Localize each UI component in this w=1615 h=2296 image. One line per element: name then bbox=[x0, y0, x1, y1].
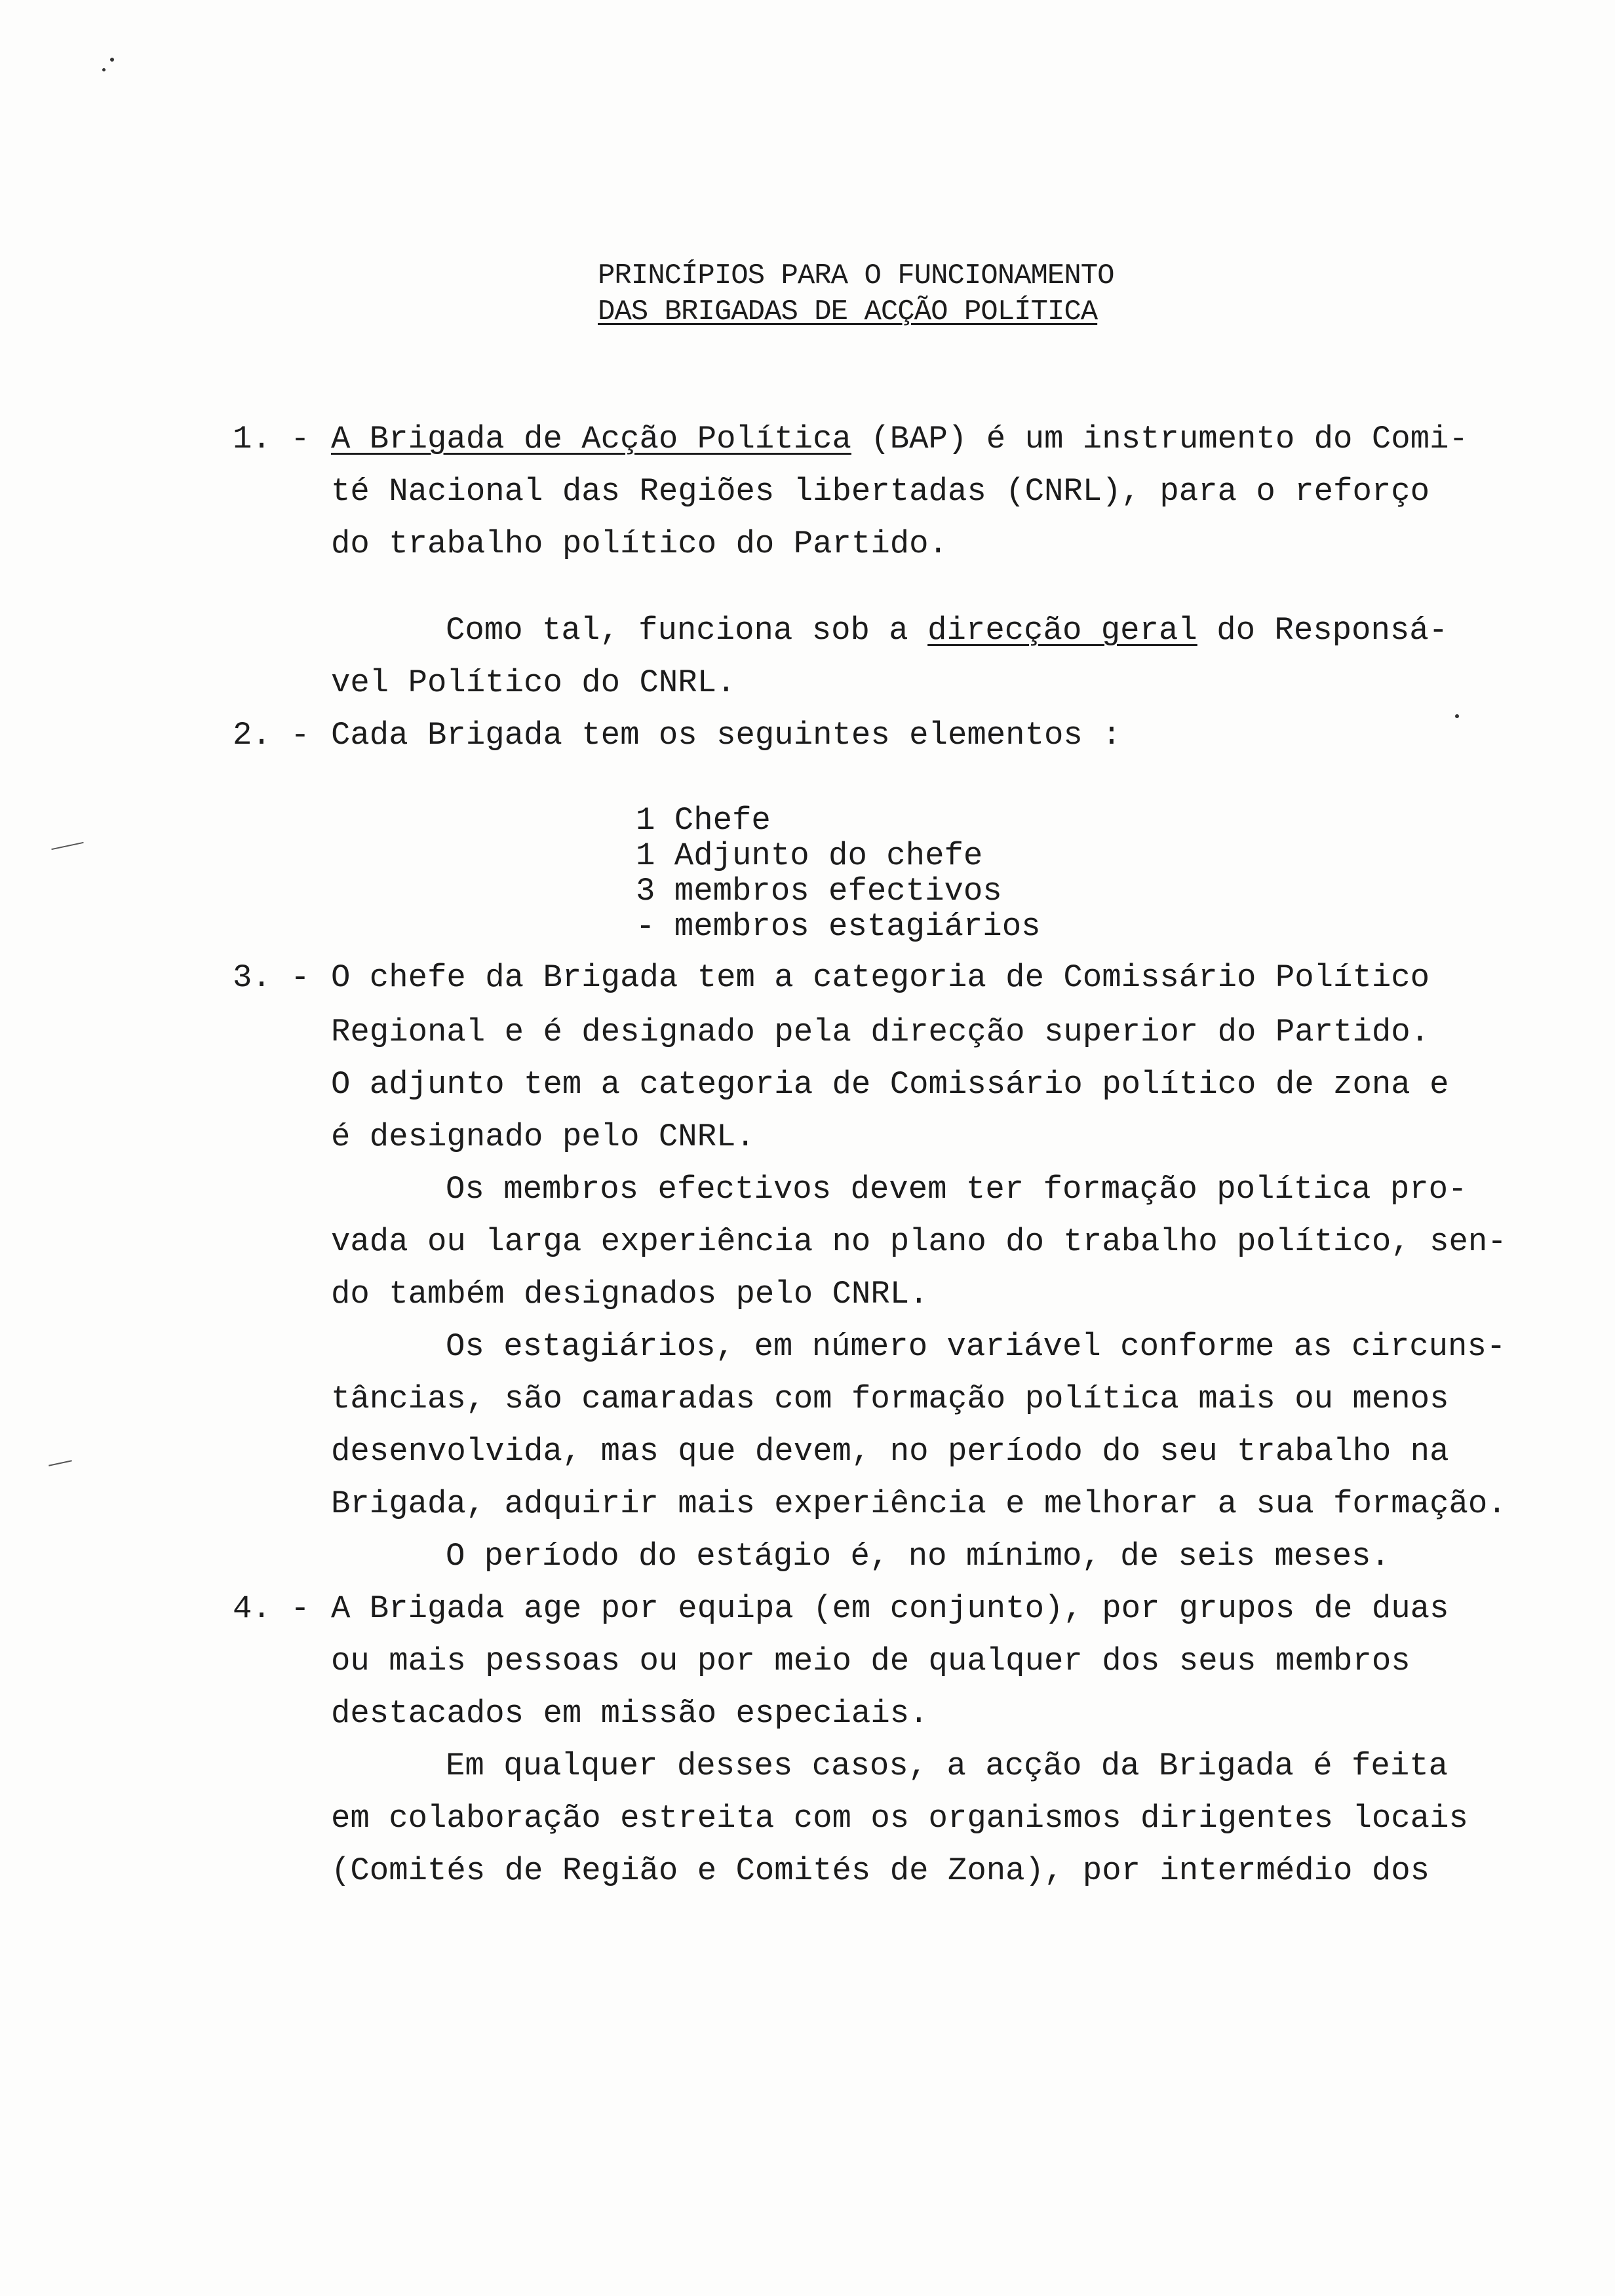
section-3-line: Os membros efectivos devem ter formação política pro- bbox=[446, 1171, 1468, 1208]
document-title-line-2: DAS BRIGADAS DE ACÇÃO POLÍTICA bbox=[598, 296, 1098, 328]
section-3-line: Os estagiários, em número variável conforme as circuns- bbox=[446, 1328, 1506, 1365]
element-list-item: 1 Adjunto do chefe bbox=[636, 837, 983, 874]
ink-speck bbox=[110, 58, 114, 62]
margin-mark bbox=[49, 1460, 72, 1466]
section-number-2: 2. - bbox=[233, 717, 310, 754]
document-title-line-1: PRINCÍPIOS PARA O FUNCIONAMENTO bbox=[598, 259, 1114, 292]
section-1-line-1 bbox=[331, 419, 1468, 459]
section-3-line: é designado pelo CNRL. bbox=[331, 1119, 755, 1155]
element-list-item: 1 Chefe bbox=[636, 802, 771, 839]
brigade-name-underlined: A Brigada de Acção Política bbox=[331, 421, 851, 457]
section-2-line-1: Cada Brigada tem os seguintes elementos : bbox=[331, 717, 1121, 754]
section-4-line: Em qualquer desses casos, a acção da Brigada é feita bbox=[446, 1748, 1449, 1784]
section-3-line: desenvolvida, mas que devem, no período do seu trabalho na bbox=[331, 1433, 1449, 1470]
section-3-line: Brigada, adquirir mais experiência e melhorar a sua formação. bbox=[331, 1485, 1507, 1522]
section-number-3: 3. - bbox=[233, 959, 310, 996]
ink-speck bbox=[1455, 714, 1459, 718]
section-3-line: tâncias, são camaradas com formação política mais ou menos bbox=[331, 1381, 1449, 1417]
direccao-geral-underlined: direcção geral bbox=[927, 612, 1197, 649]
section-1-para-2-a: Como tal, funciona sob a bbox=[446, 612, 928, 649]
section-1-para-2-line-2: vel Político do CNRL. bbox=[331, 664, 736, 701]
element-list-item: 3 membros efectivos bbox=[636, 873, 1002, 909]
section-4-line: A Brigada age por equipa (em conjunto), por grupos de duas bbox=[331, 1590, 1449, 1627]
section-3-line: O adjunto tem a categoria de Comissário político de zona e bbox=[331, 1066, 1449, 1103]
section-1-line-1-rest: (BAP) é um instrumento do Comi- bbox=[851, 421, 1468, 457]
section-3-line: vada ou larga experiência no plano do trabalho político, sen- bbox=[331, 1223, 1507, 1260]
section-4-line: destacados em missão especiais. bbox=[331, 1695, 929, 1732]
margin-mark bbox=[51, 842, 83, 850]
section-3-line: O período do estágio é, no mínimo, de seis meses. bbox=[446, 1538, 1390, 1575]
section-3-line: Regional e é designado pela direcção superior do Partido. bbox=[331, 1014, 1430, 1050]
section-3-line: O chefe da Brigada tem a categoria de Comissário Político bbox=[331, 959, 1430, 996]
section-4-line: (Comités de Região e Comités de Zona), por intermédio dos bbox=[331, 1852, 1430, 1889]
section-1-line-3: do trabalho político do Partido. bbox=[331, 526, 948, 562]
element-list-item: - membros estagiários bbox=[636, 908, 1041, 945]
section-1-para-2-line-1 bbox=[446, 611, 1448, 650]
ink-speck bbox=[102, 68, 106, 71]
section-1-line-2: té Nacional das Regiões libertadas (CNRL), para o reforço bbox=[331, 473, 1430, 510]
section-4-line: ou mais pessoas ou por meio de qualquer dos seus membros bbox=[331, 1643, 1411, 1679]
section-1-para-2-b: do Responsá- bbox=[1197, 612, 1449, 649]
section-number-1: 1. - bbox=[233, 421, 310, 457]
section-3-line: do também designados pelo CNRL. bbox=[331, 1276, 929, 1312]
section-number-4: 4. - bbox=[233, 1590, 310, 1627]
section-4-line: em colaboração estreita com os organismos dirigentes locais bbox=[331, 1800, 1468, 1837]
